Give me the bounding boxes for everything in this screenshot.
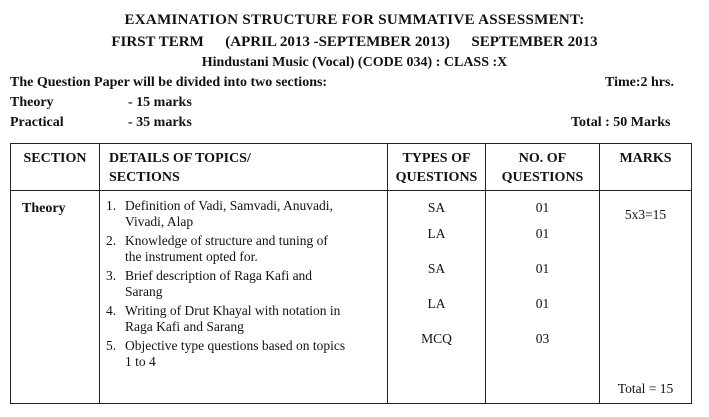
topic-text: Brief description of Raga Kafi and: [125, 268, 313, 283]
practical-marks: - 35 marks: [128, 115, 192, 130]
table-header-row: [11, 144, 692, 191]
topic-number: 2.: [106, 233, 117, 248]
header-number: [486, 144, 600, 191]
types-cell: [388, 191, 486, 404]
header-number-line1: NO. OF: [518, 151, 567, 166]
table-row: [11, 191, 692, 404]
topics-cell: [100, 191, 388, 404]
topic-item: [100, 338, 387, 370]
practical-label: Practical: [10, 115, 64, 130]
question-type: SA: [427, 200, 446, 215]
time-text: Time:2 hrs.: [605, 75, 674, 90]
topic-text: Objective type questions based on topics: [125, 338, 346, 353]
header-types-line1: TYPES OF: [402, 151, 471, 166]
topic-text: Definition of Vadi, Samvadi, Anuvadi,: [125, 198, 333, 213]
question-type: SA: [427, 261, 446, 276]
subject-line: Hindustani Music (Vocal) (CODE 034) : CLASS :X: [201, 55, 508, 70]
term-period: (APRIL 2013 -SEPTEMBER 2013): [225, 34, 450, 50]
header-types-line2: QUESTIONS: [395, 170, 478, 185]
exam-structure-table: [10, 143, 692, 404]
theory-marks: - 15 marks: [128, 95, 192, 110]
question-count: 01: [535, 261, 550, 276]
topic-text: Vivadi, Alap: [125, 214, 194, 229]
marks-value: 5x3=15: [624, 207, 667, 222]
question-count: 03: [535, 331, 550, 346]
question-count: 01: [535, 296, 550, 311]
exam-title: EXAMINATION STRUCTURE FOR SUMMATIVE ASSESSMENT:: [124, 12, 585, 28]
topic-text: Sarang: [125, 284, 163, 299]
count-cell: [486, 191, 600, 404]
intro-text: The Question Paper will be divided into two sections:: [10, 75, 328, 90]
question-count: 01: [535, 226, 550, 241]
question-count: 01: [535, 200, 550, 215]
topic-item: [100, 303, 387, 335]
header-number-line2: QUESTIONS: [501, 170, 584, 185]
header-types: [388, 144, 486, 191]
topic-number: 4.: [106, 303, 117, 318]
question-type: LA: [427, 226, 446, 241]
topic-item: [100, 268, 387, 300]
topic-text: 1 to 4: [125, 354, 156, 369]
theory-label: Theory: [10, 95, 54, 110]
topic-text: Knowledge of structure and tuning of: [125, 233, 328, 248]
topic-number: 3.: [106, 268, 117, 283]
marks-cell: [600, 191, 692, 404]
question-type: MCQ: [421, 331, 452, 346]
topic-text: Raga Kafi and Sarang: [125, 319, 244, 334]
term-label: FIRST TERM: [111, 34, 204, 50]
marks-total: Total = 15: [617, 381, 674, 396]
topic-text: the instrument opted for.: [125, 249, 258, 264]
topic-text: Writing of Drut Khayal with notation in: [125, 303, 341, 318]
term-month: SEPTEMBER 2013: [471, 34, 598, 50]
topic-item: [100, 198, 387, 230]
total-marks: Total : 50 Marks: [571, 115, 671, 130]
topic-item: [100, 233, 387, 265]
header-details-line1: DETAILS OF TOPICS/: [109, 151, 251, 166]
question-type: LA: [427, 296, 446, 311]
term-line: [0, 34, 709, 51]
header-section: SECTION: [11, 144, 100, 191]
section-name: Theory: [11, 191, 100, 404]
header-details-line2: SECTIONS: [109, 170, 180, 185]
header-marks: MARKS: [600, 144, 692, 191]
header-details: [100, 144, 388, 191]
topic-number: 1.: [106, 198, 117, 213]
topic-number: 5.: [106, 338, 117, 353]
